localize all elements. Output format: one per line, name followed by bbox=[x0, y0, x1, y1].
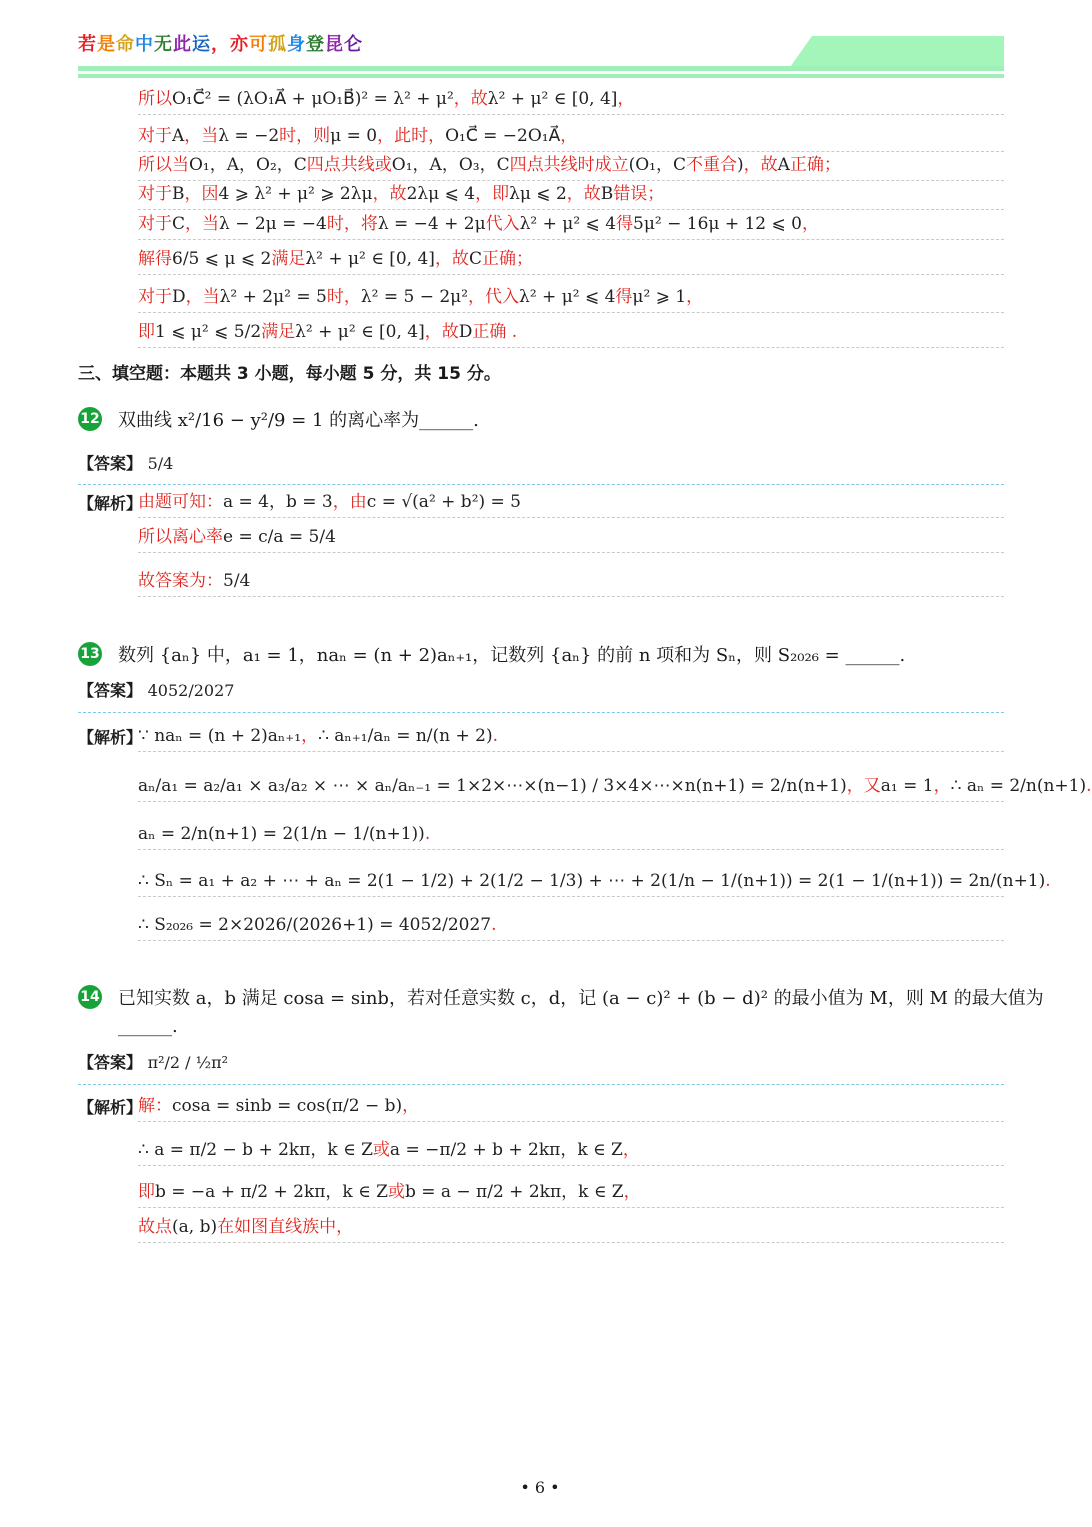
text-segment: O₁，A，O₂，C bbox=[189, 155, 307, 175]
text-segment: O₁，A，O₃，C bbox=[391, 155, 510, 175]
text-segment: ∴ S₂₀₂₆ = 2×2026/(2026+1) = 4052/2027 bbox=[138, 915, 492, 935]
solution-line bbox=[138, 491, 1004, 518]
text-segment: λ² + 2μ² = 5 bbox=[219, 287, 327, 307]
question-number-badge: 12 bbox=[78, 407, 102, 431]
solution-line bbox=[138, 1181, 1004, 1208]
text-segment: ∴ aₙ₊₁/aₙ = n/(n + 2) bbox=[318, 726, 493, 746]
text-segment: 得 bbox=[616, 214, 634, 234]
header-title-char: 中 bbox=[135, 34, 154, 55]
solution-line bbox=[138, 248, 1004, 275]
text-segment: 时，将 bbox=[326, 214, 378, 234]
text-segment: A bbox=[777, 155, 790, 175]
section-heading: 三、填空题：本题共 3 小题，每小题 5 分，共 15 分。 bbox=[78, 364, 501, 384]
text-segment: ，当 bbox=[185, 287, 220, 307]
solution-line bbox=[138, 88, 1004, 115]
header-title-char: ， bbox=[211, 34, 230, 55]
text-segment: ，因 bbox=[184, 184, 219, 204]
text-segment: ，故 bbox=[566, 184, 601, 204]
text-segment: 时， bbox=[326, 287, 361, 307]
text-segment: μ = 0 bbox=[330, 126, 378, 146]
text-segment: ， bbox=[617, 89, 635, 109]
header-title-char: 仑 bbox=[344, 34, 363, 55]
text-segment: 所以当 bbox=[138, 155, 189, 175]
text-segment: λ² + μ² ∈ [0, 4] bbox=[487, 89, 618, 109]
solution-line bbox=[138, 321, 1004, 348]
text-segment: ，由 bbox=[332, 492, 367, 512]
text-segment: ，又 bbox=[846, 776, 881, 796]
text-segment: aₙ/a₁ = a₂/a₁ × a₃/a₂ × ⋯ × aₙ/aₙ₋₁ = 1×2×⋯×(n−1) / 3×4×⋯×n(n+1) = 2/n(n+1) bbox=[138, 776, 847, 796]
header-title-char: 身 bbox=[287, 34, 306, 55]
question-blank: ______. bbox=[118, 1016, 178, 1037]
text-segment: λ² + μ² ∈ [0, 4] bbox=[305, 249, 435, 269]
text-segment: 解得 bbox=[138, 249, 172, 269]
text-segment: ∴ a = π/2 − b + 2kπ，k ∈ Z bbox=[138, 1140, 373, 1160]
text-segment: a₁ = 1 bbox=[880, 776, 934, 796]
text-segment: 时，则 bbox=[279, 126, 331, 146]
text-segment: a = −π/2 + b + 2kπ，k ∈ Z bbox=[389, 1140, 623, 1160]
solution-line bbox=[138, 775, 1092, 802]
text-segment: λ − 2μ = −4 bbox=[219, 214, 327, 234]
text-segment: ， bbox=[686, 287, 704, 307]
text-segment: D bbox=[458, 322, 473, 342]
text-segment: 5/4 bbox=[223, 571, 251, 591]
text-segment: 正确； bbox=[481, 249, 533, 269]
text-segment: ， bbox=[301, 726, 319, 746]
text-segment: ， bbox=[622, 1140, 640, 1160]
question-text: 数列 {aₙ} 中，a₁ = 1，naₙ = (n + 2)aₙ₊₁，记数列 {aₙ} 的前 n 项和为 Sₙ，则 S₂₀₂₆ = ______. bbox=[118, 645, 906, 666]
header-band bbox=[78, 66, 1004, 71]
header-title-char: 是 bbox=[97, 34, 116, 55]
text-segment: (O₁，C bbox=[628, 155, 686, 175]
solution-line bbox=[138, 526, 1004, 553]
text-segment: ，故 bbox=[434, 249, 469, 269]
solution-line bbox=[138, 125, 1004, 152]
question-number-badge: 14 bbox=[78, 985, 102, 1009]
text-segment: ，即 bbox=[475, 184, 510, 204]
text-segment: 4 ⩾ λ² + μ² ⩾ 2λμ bbox=[218, 184, 373, 204]
text-segment: cosa = sinb = cos(π/2 − b) bbox=[172, 1096, 403, 1116]
text-segment: 对于 bbox=[138, 287, 172, 307]
text-segment: 代入 bbox=[485, 214, 520, 234]
text-segment: 四点共线时成立 bbox=[509, 155, 629, 175]
analysis-tag: 【解析】 bbox=[78, 494, 143, 513]
header-title-char: 登 bbox=[306, 34, 325, 55]
text-segment: ， bbox=[402, 1096, 420, 1116]
header-title-char: 命 bbox=[116, 34, 135, 55]
text-segment: D bbox=[172, 287, 186, 307]
solution-line bbox=[138, 870, 1051, 897]
text-segment: ，此时， bbox=[377, 126, 446, 146]
text-segment: (a, b) bbox=[172, 1217, 218, 1237]
analysis-tag: 【解析】 bbox=[78, 728, 143, 747]
text-segment: . bbox=[1045, 871, 1051, 891]
text-segment: ，故 bbox=[453, 89, 488, 109]
text-segment: c = √(a² + b²) = 5 bbox=[366, 492, 522, 512]
answer-tag: 【答案】 bbox=[78, 1053, 143, 1072]
text-segment: O₁C⃗² = (λO₁A⃗ + μO₁B⃗)² = λ² + μ² bbox=[172, 89, 454, 109]
text-segment: a = 4，b = 3 bbox=[223, 492, 333, 512]
text-segment: 对于 bbox=[138, 126, 172, 146]
text-segment: 对于 bbox=[138, 184, 172, 204]
header-band-lower bbox=[78, 74, 1004, 78]
text-segment: 对于 bbox=[138, 214, 172, 234]
solution-line bbox=[138, 570, 1004, 597]
text-segment: B bbox=[172, 184, 185, 204]
text-segment: 所以离心率 bbox=[138, 527, 223, 547]
text-segment: μ² ⩾ 1 bbox=[632, 287, 687, 307]
header-title bbox=[78, 30, 363, 56]
text-segment: 满足 bbox=[261, 322, 296, 342]
text-segment: 即 bbox=[138, 1182, 155, 1202]
text-segment: b = −a + π/2 + 2kπ，k ∈ Z bbox=[155, 1182, 388, 1202]
text-segment: ，故 bbox=[743, 155, 778, 175]
text-segment: 5μ² − 16μ + 12 ⩽ 0 bbox=[633, 214, 802, 234]
solution-line bbox=[138, 1095, 1004, 1122]
text-segment: . bbox=[491, 915, 497, 935]
solution-line bbox=[138, 1139, 1004, 1166]
page-number: • 6 • bbox=[520, 1478, 560, 1497]
text-segment: . bbox=[492, 726, 499, 746]
text-segment: O₁C⃗ = −2O₁A⃗ bbox=[445, 126, 561, 146]
text-segment: 四点共线或 bbox=[306, 155, 392, 175]
text-segment: λ = −2 bbox=[218, 126, 280, 146]
text-segment: ，当 bbox=[185, 214, 220, 234]
text-segment: ) bbox=[737, 155, 744, 175]
solution-line bbox=[138, 725, 1004, 752]
text-segment: A bbox=[172, 126, 185, 146]
text-segment: 得 bbox=[615, 287, 633, 307]
text-segment: λ² + μ² ⩽ 4 bbox=[519, 287, 616, 307]
header-title-char: 运 bbox=[192, 34, 211, 55]
text-segment: 满足 bbox=[271, 249, 306, 269]
text-segment: B bbox=[600, 184, 614, 204]
header-title-char: 孤 bbox=[268, 34, 287, 55]
solution-line bbox=[138, 154, 1004, 181]
text-segment: b = a − π/2 + 2kπ，k ∈ Z bbox=[404, 1182, 624, 1202]
text-segment: 正确 . bbox=[472, 322, 518, 342]
text-segment: C bbox=[468, 249, 482, 269]
text-segment: λ² + μ² ⩽ 4 bbox=[519, 214, 617, 234]
text-segment: 正确； bbox=[789, 155, 841, 175]
text-segment: 解： bbox=[138, 1096, 172, 1116]
text-segment: 所以 bbox=[138, 89, 172, 109]
answer-divider bbox=[78, 484, 1004, 485]
text-segment: 或 bbox=[387, 1182, 405, 1202]
text-segment: 故答案为： bbox=[138, 571, 223, 591]
header-tab-decoration bbox=[788, 36, 1004, 70]
header-title-char: 可 bbox=[249, 34, 268, 55]
header-title-char: 无 bbox=[154, 34, 173, 55]
text-segment: e = c/a = 5/4 bbox=[223, 527, 336, 547]
answer-tag: 【答案】 bbox=[78, 454, 143, 473]
text-segment: . bbox=[424, 824, 431, 844]
text-segment: 不重合 bbox=[686, 155, 737, 175]
answer-divider bbox=[78, 712, 1004, 713]
text-segment: 1 ⩽ μ² ⩽ 5/2 bbox=[155, 322, 262, 342]
question-13 bbox=[78, 641, 905, 667]
text-segment: ∴ Sₙ = a₁ + a₂ + ⋯ + aₙ = 2(1 − 1/2) + 2(1/2 − 1/3) + ⋯ + 2(1/n − 1/(n+1)) = 2(1 − 1/(n+1)) = 2n/(n+1) bbox=[138, 871, 1046, 891]
text-segment: C bbox=[172, 214, 186, 234]
solution-line bbox=[138, 914, 1004, 941]
question-text: 双曲线 x²/16 − y²/9 = 1 的离心率为______. bbox=[118, 410, 479, 431]
question-12 bbox=[78, 406, 479, 432]
text-segment: . bbox=[1086, 776, 1092, 796]
solution-line bbox=[138, 286, 1004, 313]
text-segment: ，故 bbox=[372, 184, 407, 204]
text-segment: ，故 bbox=[424, 322, 459, 342]
text-segment: ， bbox=[801, 214, 819, 234]
solution-line bbox=[138, 213, 1004, 240]
solution-line bbox=[138, 183, 1004, 210]
solution-line bbox=[138, 1216, 1004, 1243]
text-segment: ∴ aₙ = 2/n(n+1) bbox=[950, 776, 1087, 796]
header-title-char: 此 bbox=[173, 34, 192, 55]
solution-line bbox=[138, 823, 1004, 850]
answer-value: 5/4 bbox=[147, 454, 174, 473]
answer-row bbox=[78, 1050, 228, 1073]
text-segment: ，代入 bbox=[468, 287, 520, 307]
text-segment: ∵ naₙ = (n + 2)aₙ₊₁ bbox=[138, 726, 302, 746]
analysis-tag: 【解析】 bbox=[78, 1098, 143, 1117]
text-segment: aₙ = 2/n(n+1) = 2(1/n − 1/(n+1)) bbox=[138, 824, 425, 844]
text-segment: 故点 bbox=[138, 1217, 172, 1237]
answer-divider bbox=[78, 1084, 1004, 1085]
text-segment: λμ ⩽ 2 bbox=[509, 184, 567, 204]
text-segment: λ = −4 + 2μ bbox=[377, 214, 486, 234]
text-segment: 即 bbox=[138, 322, 155, 342]
text-segment: 或 bbox=[372, 1140, 390, 1160]
answer-value: 4052/2027 bbox=[147, 681, 235, 700]
text-segment: 错误； bbox=[613, 184, 665, 204]
text-segment: λ² = 5 − 2μ² bbox=[360, 287, 469, 307]
text-segment: ， bbox=[623, 1182, 641, 1202]
text-segment: 由题可知： bbox=[138, 492, 223, 512]
answer-tag: 【答案】 bbox=[78, 681, 143, 700]
answer-row bbox=[78, 678, 234, 701]
text-segment: ， bbox=[560, 126, 578, 146]
text-segment: λ² + μ² ∈ [0, 4] bbox=[295, 322, 425, 342]
text-segment: 在如图直线族中， bbox=[217, 1217, 354, 1237]
text-segment: ，当 bbox=[184, 126, 219, 146]
header-title-char: 亦 bbox=[230, 34, 249, 55]
question-text: 已知实数 a，b 满足 cosa = sinb，若对任意实数 c，d，记 (a − c)² + (b − d)² 的最小值为 M，则 M 的最大值为 bbox=[118, 988, 1044, 1009]
question-number-badge: 13 bbox=[78, 642, 102, 666]
answer-row bbox=[78, 451, 173, 474]
answer-value: π²/2 / ½π² bbox=[147, 1053, 229, 1072]
text-segment: 2λμ ⩽ 4 bbox=[406, 184, 476, 204]
text-segment: ， bbox=[933, 776, 951, 796]
header-title-char: 若 bbox=[78, 34, 97, 55]
text-segment: 6/5 ⩽ μ ⩽ 2 bbox=[172, 249, 272, 269]
question-14 bbox=[78, 984, 1044, 1010]
header-title-char: 昆 bbox=[325, 34, 344, 55]
